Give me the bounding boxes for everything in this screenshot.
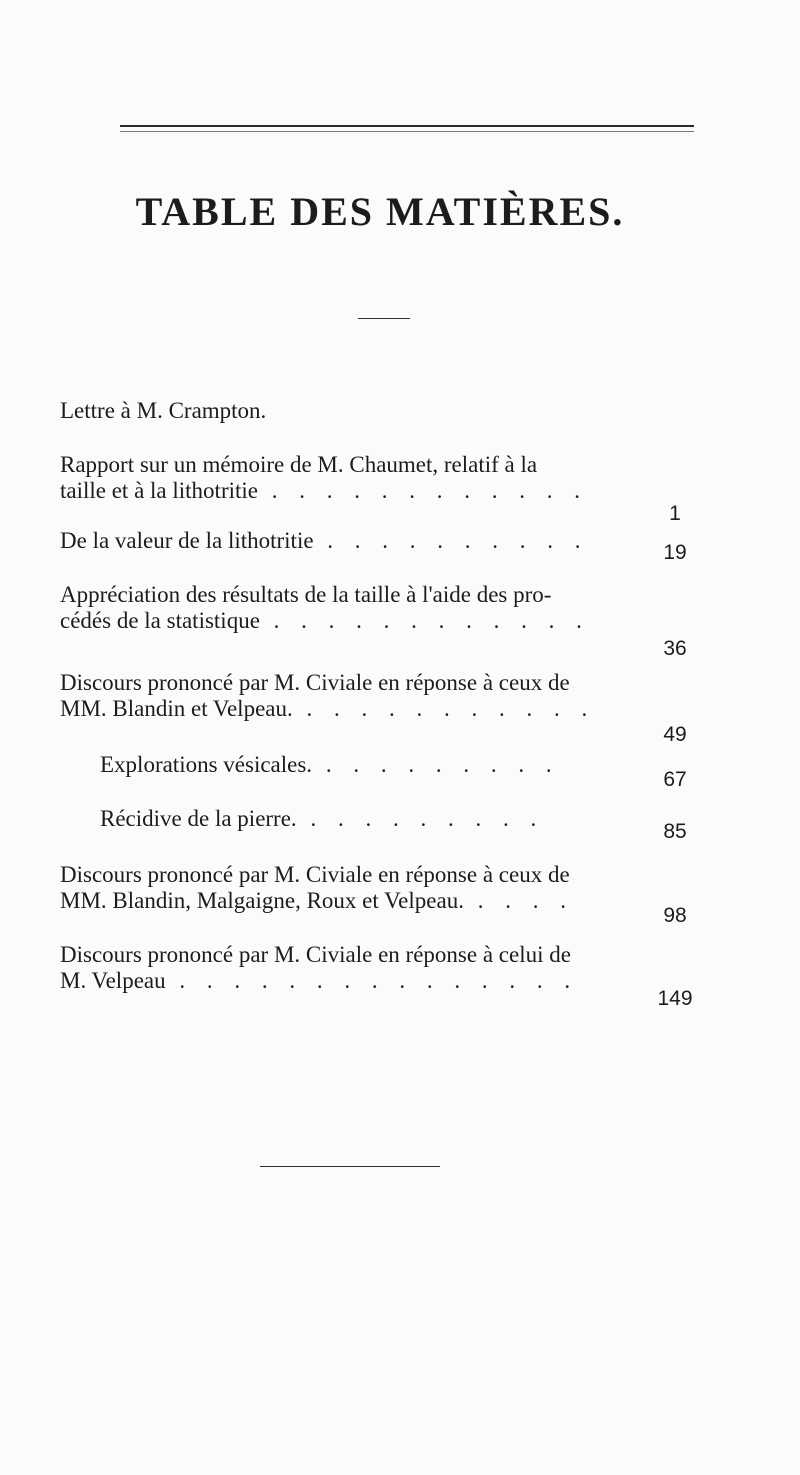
dot-leader: . . . . . . . . . .	[313, 528, 589, 553]
toc-page-number: 1	[669, 502, 681, 525]
toc-entry-title: De la valeur de la lithotritie	[60, 528, 314, 553]
top-rule-thin	[120, 131, 694, 132]
toc-entry-title: Récidive de la pierre.	[100, 806, 297, 831]
toc-entry-title-cont: MM. Blandin, Malgaigne, Roux et Velpeau.	[60, 888, 464, 913]
toc-entry-title-cont: taille et à la lithotritie	[60, 478, 258, 503]
section-heading: Lettre à M. Crampton.	[60, 398, 267, 423]
toc-entry-title: Discours prononcé par M. Civiale en réponse à ceux de	[60, 670, 570, 695]
toc-entry-title: Appréciation des résultats de la taille à l'aide des pro-	[60, 582, 552, 607]
toc-entry[interactable]	[100, 752, 620, 778]
dot-leader: . . . . . . . . . . . .	[257, 478, 588, 503]
toc-entry-title-cont: M. Velpeau	[60, 968, 166, 993]
dot-leader: . . . . . . . . .	[296, 806, 545, 831]
toc-page-number: 49	[663, 723, 687, 746]
dot-leader: . . . . . . . . . . . . . . .	[165, 968, 579, 993]
top-rule	[120, 125, 694, 127]
toc-entry-title: Discours prononcé par M. Civiale en réponse à ceux de	[60, 862, 570, 887]
toc-entry[interactable]	[60, 670, 620, 722]
toc-entry-title-cont: MM. Blandin et Velpeau.	[60, 696, 293, 721]
dot-leader: . . . . . . . . . . .	[292, 696, 596, 721]
toc-entry[interactable]	[60, 942, 620, 994]
title-divider	[358, 318, 410, 319]
dot-leader: . . . . . . . . .	[312, 752, 560, 777]
toc-entry-title: Discours prononcé par M. Civiale en réponse à celui de	[60, 942, 571, 967]
toc-entry[interactable]	[100, 806, 620, 832]
toc-page-number: 98	[663, 904, 687, 927]
dot-leader: . . . .	[463, 888, 574, 913]
toc-page-number: 19	[663, 541, 687, 564]
toc-page-number: 149	[657, 987, 693, 1010]
toc-page-number: 85	[663, 820, 687, 843]
toc-page-number: 36	[663, 637, 687, 660]
toc-entry[interactable]	[60, 862, 620, 914]
toc-entry[interactable]	[60, 528, 620, 554]
page-title: TABLE DES MATIÈRES.	[135, 189, 625, 234]
toc-entry[interactable]	[60, 582, 620, 634]
toc-entry-title-cont: cédés de la statistique	[60, 608, 260, 633]
toc-page-number: 67	[663, 768, 687, 791]
dot-leader: . . . . . . . . . . . .	[259, 608, 590, 633]
toc-entry-title: Rapport sur un mémoire de M. Chaumet, relatif à la	[60, 452, 538, 477]
toc-entry-title: Explorations vésicales.	[100, 752, 313, 777]
toc-entry[interactable]	[60, 452, 620, 504]
bottom-rule	[260, 1166, 440, 1167]
